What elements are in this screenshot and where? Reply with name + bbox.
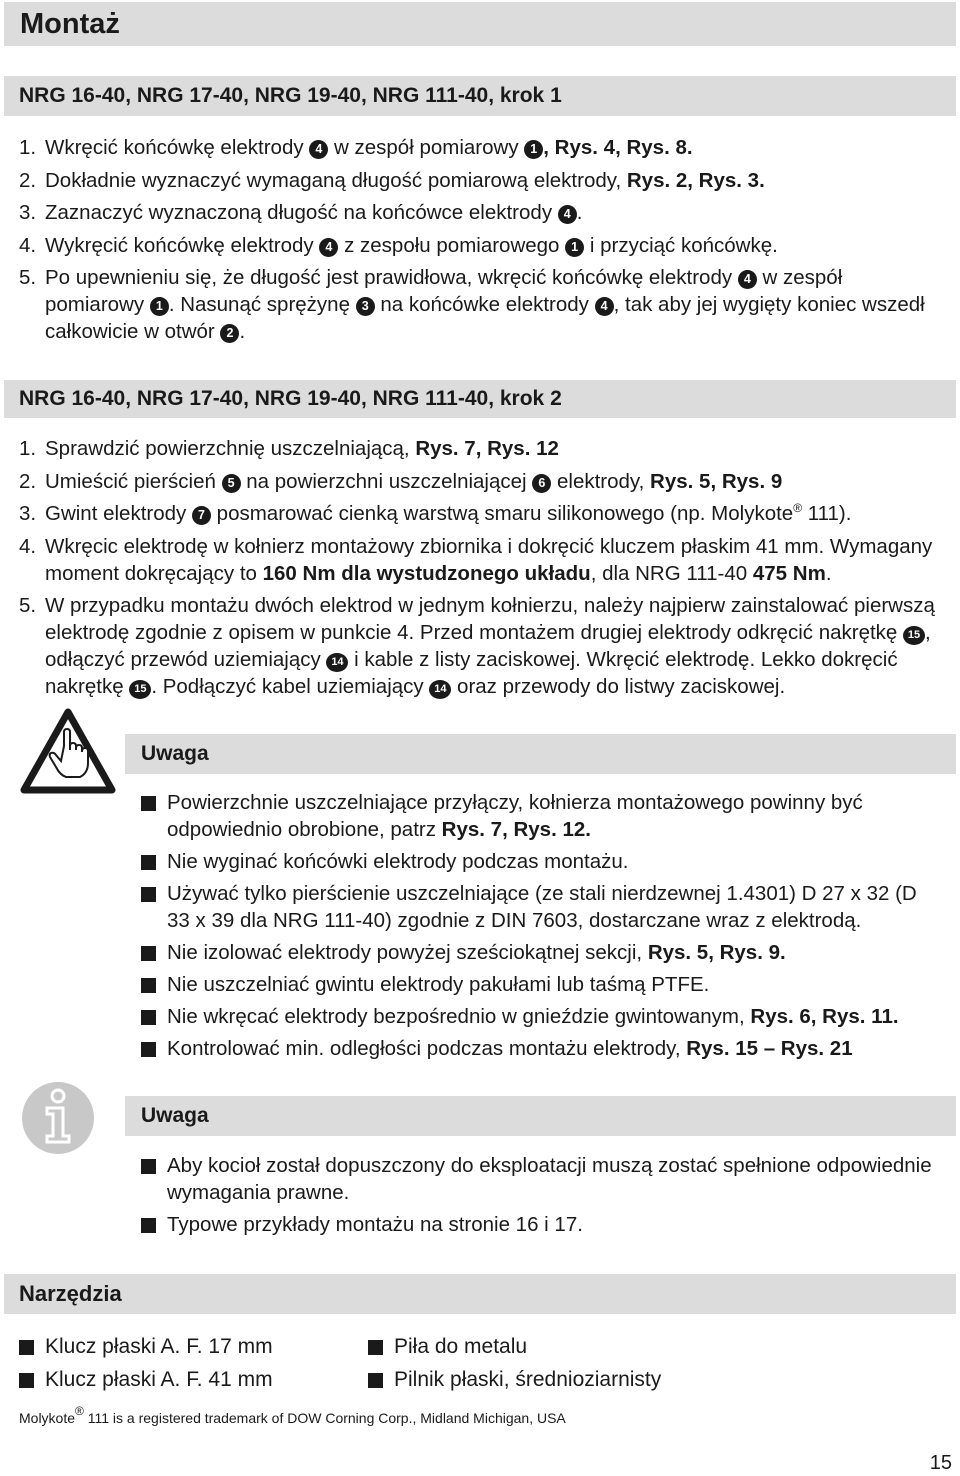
- step-number: 3.: [19, 502, 37, 525]
- callout-number: 1: [150, 297, 169, 316]
- list-item: [141, 971, 941, 998]
- figure-reference: Rys. 5, Rys. 9.: [647, 941, 786, 964]
- step-number: 1.: [19, 136, 37, 159]
- list-item: [368, 1363, 768, 1396]
- torque-value: 475 Nm: [752, 561, 826, 585]
- callout-number: 4: [558, 205, 577, 224]
- page-title: [4, 2, 956, 46]
- step-text: w zespół pomiarowy: [328, 136, 525, 159]
- bullet-text: Nie uszczelniać gwintu elektrody pakułami lub taśmą PTFE.: [167, 973, 710, 996]
- list-item: [141, 939, 941, 966]
- callout-number: 7: [192, 506, 211, 525]
- callout-number: 15: [129, 680, 151, 699]
- callout-number: 14: [326, 653, 348, 672]
- registered-mark: ®: [75, 1404, 84, 1418]
- warning-hand-icon: [20, 708, 116, 794]
- step-text: z zespołu pomiarowego: [338, 233, 566, 257]
- step-text: Sprawdzić powierzchnię uszczelniającą,: [45, 437, 416, 460]
- section-heading-tools: [4, 1274, 956, 1314]
- figure-reference: Rys. 2, Rys. 3.: [626, 168, 765, 192]
- list-item: [19, 232, 939, 259]
- step-text: , dla NRG 111-40: [590, 561, 753, 585]
- callout-number: 4: [595, 297, 614, 316]
- section-heading-step2: [4, 380, 956, 418]
- step-text: , odłączyć przewód uziemiający: [45, 621, 931, 671]
- callout-number: 4: [738, 270, 757, 289]
- tools-list-right: [368, 1330, 768, 1396]
- step-number: 3.: [19, 201, 37, 224]
- step-text: Wkręcić końcówkę elektrody: [45, 136, 310, 159]
- tool-name: Klucz płaski A. F. 41 mm: [45, 1368, 273, 1391]
- list-item: [141, 848, 941, 875]
- step1-list: [19, 134, 939, 351]
- bullet-text: Typowe przykłady montażu na stronie 16 i 17.: [167, 1213, 583, 1236]
- list-item: [141, 1211, 941, 1238]
- step2-list: [19, 435, 939, 706]
- list-item: [141, 1152, 941, 1206]
- tool-name: Pilnik płaski, średnioziarnisty: [394, 1368, 662, 1391]
- step-text: i przyciąć końcówkę.: [584, 233, 778, 257]
- section-heading-text: Narzędzia: [19, 1281, 122, 1306]
- step-text: Zaznaczyć wyznaczoną długość na końcówce elektrody: [45, 201, 558, 224]
- step-text: . Nasunąć sprężynę: [168, 293, 356, 316]
- list-item: [19, 592, 939, 700]
- step-text: w zespół pomiarowy: [45, 266, 843, 316]
- page-title-text: Montaż: [20, 7, 120, 40]
- callout-number: 5: [222, 474, 241, 493]
- footnote: [19, 1404, 566, 1426]
- list-item: [19, 167, 939, 194]
- step-number: 1.: [19, 437, 37, 460]
- list-item: [19, 1363, 349, 1396]
- callout-number: 6: [532, 474, 551, 493]
- figure-reference: Rys. 15 – Rys. 21: [686, 1037, 853, 1060]
- step-text: posmarować cienką warstwą smaru silikonowego (np. Molykote: [210, 502, 794, 525]
- bullet-text: Nie izolować elektrody powyżej sześciokątnej sekcji,: [167, 941, 648, 964]
- registered-mark: ®: [793, 501, 803, 515]
- step-text: Gwint elektrody: [45, 502, 192, 525]
- step-text: elektrody,: [551, 469, 651, 493]
- callout-number: 14: [429, 680, 451, 699]
- bullet-text: Nie wyginać końcówki elektrody podczas montażu.: [167, 850, 629, 873]
- step-number: 5.: [19, 266, 37, 289]
- step-text: Wkręcic elektrodę w kołnierz montażowy zbiornika i dokręcić kluczem płaskim 41 mm. Wymagany moment dokręcający to: [45, 534, 933, 585]
- list-item: [19, 468, 939, 495]
- callout-number: 4: [309, 140, 328, 159]
- tools-list-left: [19, 1330, 349, 1396]
- list-item: [19, 435, 939, 462]
- figure-reference: Rys. 7, Rys. 12: [415, 437, 559, 460]
- footnote-text: 111 is a registered trademark of DOW Corning Corp., Midland Michigan, USA: [83, 1410, 566, 1426]
- callout-number: 4: [319, 238, 338, 257]
- step-text: na końcówke elektrody: [374, 293, 595, 316]
- step-text: , tak aby jej wygięty koniec wszedł całkowicie w otwór: [45, 293, 925, 343]
- note-heading-text: Uwaga: [141, 1104, 209, 1127]
- step-text: na powierzchni uszczelniającej: [240, 469, 533, 493]
- list-item: [19, 500, 939, 527]
- list-item: [19, 134, 939, 161]
- step-text: . Podłączyć kabel uziemiający: [151, 675, 430, 698]
- callout-number: 1: [524, 140, 543, 159]
- step-text: .: [825, 561, 832, 585]
- bullet-text: Używać tylko pierścienie uszczelniające (ze stali nierdzewnej 1.4301) D 27 x 32 (D 33 x 39 dla NRG 111-40) zgodnie z DIN 7603, dostarczane wraz z elektrodą.: [167, 882, 917, 932]
- list-item: [19, 1330, 349, 1363]
- list-item: [19, 264, 939, 345]
- callout-number: 1: [565, 238, 584, 257]
- step-text: Po upewnieniu się, że długość jest prawidłowa, wkręcić końcówkę elektrody: [45, 266, 738, 289]
- list-item: [141, 1003, 941, 1030]
- info-list: [141, 1152, 941, 1243]
- tool-name: Piła do metalu: [394, 1335, 528, 1358]
- step-number: 2.: [19, 469, 37, 493]
- step-text: oraz przewody do listwy zaciskowej.: [451, 675, 786, 698]
- step-number: 4.: [19, 534, 37, 558]
- step-text: .: [576, 201, 583, 224]
- bullet-text: Nie wkręcać elektrody bezpośrednio w gnieździe gwintowanym,: [167, 1005, 751, 1028]
- list-item: [368, 1330, 768, 1363]
- info-icon: [20, 1080, 96, 1156]
- list-item: [141, 789, 941, 843]
- list-item: [141, 880, 941, 934]
- figure-reference: Rys. 6, Rys. 11.: [750, 1005, 899, 1028]
- list-item: [19, 199, 939, 226]
- bullet-text: Kontrolować min. odległości podczas montażu elektrody,: [167, 1037, 687, 1060]
- section-heading-step1: [4, 76, 956, 116]
- bullet-text: Powierzchnie uszczelniające przyłączy, kołnierza montażowego powinny być odpowiednio obrobione, patrz: [167, 791, 863, 841]
- list-item: [141, 1035, 941, 1062]
- callout-number: 15: [903, 626, 925, 645]
- warning-list: [141, 789, 941, 1067]
- footnote-text: Molykote: [19, 1410, 76, 1426]
- step-text: 111).: [802, 502, 852, 525]
- step-text: .: [239, 320, 246, 343]
- note-heading-warning: [125, 734, 956, 774]
- step-number: 2.: [19, 168, 37, 192]
- tool-name: Klucz płaski A. F. 17 mm: [45, 1335, 273, 1358]
- step-text: Wykręcić końcówkę elektrody: [45, 233, 320, 257]
- step-text: i kable z listy zaciskowej. Wkręcić elektrodę. Lekko dokręcić nakrętkę: [45, 648, 898, 698]
- step-text: W przypadku montażu dwóch elektrod w jednym kołnierzu, należy najpierw zainstalować pierwszą elektrodę zgodnie z opisem w punkcie 4. Przed montażem drugiej elektrody odkręcić nakrętkę: [45, 594, 935, 644]
- list-item: [19, 533, 939, 587]
- figure-reference: Rys. 7, Rys. 12.: [441, 818, 591, 841]
- page-number: 15: [929, 1452, 952, 1474]
- bullet-text: Aby kocioł został dopuszczony do eksploatacji muszą zostać spełnione odpowiednie wymagania prawne.: [167, 1154, 932, 1204]
- section-heading-text: NRG 16-40, NRG 17-40, NRG 19-40, NRG 111-40, krok 1: [19, 84, 562, 107]
- figure-reference: Rys. 5, Rys. 9: [650, 469, 783, 493]
- step-number: 4.: [19, 233, 37, 257]
- callout-number: 2: [220, 324, 239, 343]
- step-number: 5.: [19, 594, 37, 617]
- note-heading-info: [125, 1096, 956, 1136]
- section-heading-text: NRG 16-40, NRG 17-40, NRG 19-40, NRG 111-40, krok 2: [19, 387, 562, 410]
- callout-number: 3: [356, 297, 375, 316]
- torque-value: 160 Nm dla wystudzonego układu: [262, 561, 591, 585]
- figure-reference: , Rys. 4, Rys. 8.: [543, 136, 693, 159]
- step-text: Dokładnie wyznaczyć wymaganą długość pomiarową elektrody,: [45, 168, 627, 192]
- step-text: Umieścić pierścień: [45, 469, 222, 493]
- note-heading-text: Uwaga: [141, 742, 209, 765]
